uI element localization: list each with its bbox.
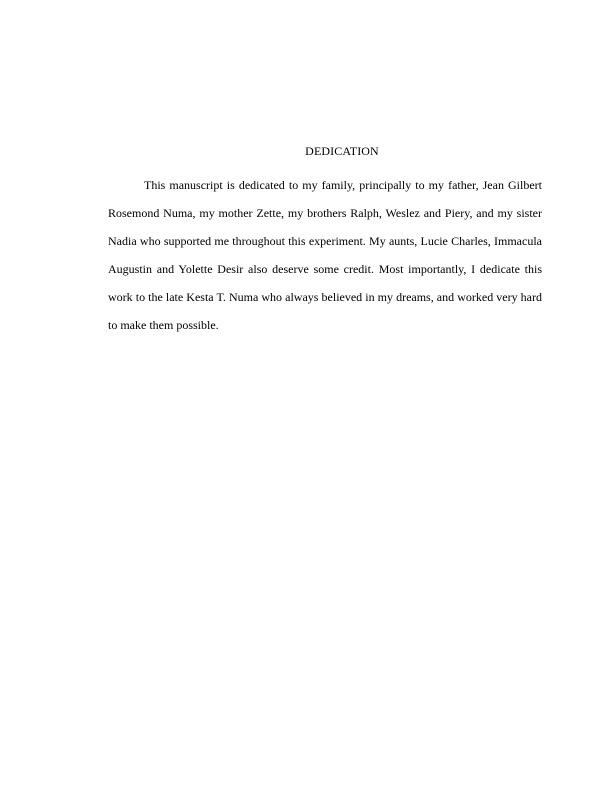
page-title: DEDICATION	[305, 144, 379, 158]
dedication-paragraph: This manuscript is dedicated to my family, principally to my father, Jean Gilbert Rosemond Numa, my mother Zette, my brothers Ralph, Weslez and Piery, and my sister Nadia who supported me throughout this experiment. My aunts, Lucie Charles, Immacula Augustin and Yolette Desir also deserve some credit. Most importantly, I dedicate this work to the late Kesta T. Numa who always believed in my dreams, and worked very hard to make them possible.	[108, 178, 542, 332]
